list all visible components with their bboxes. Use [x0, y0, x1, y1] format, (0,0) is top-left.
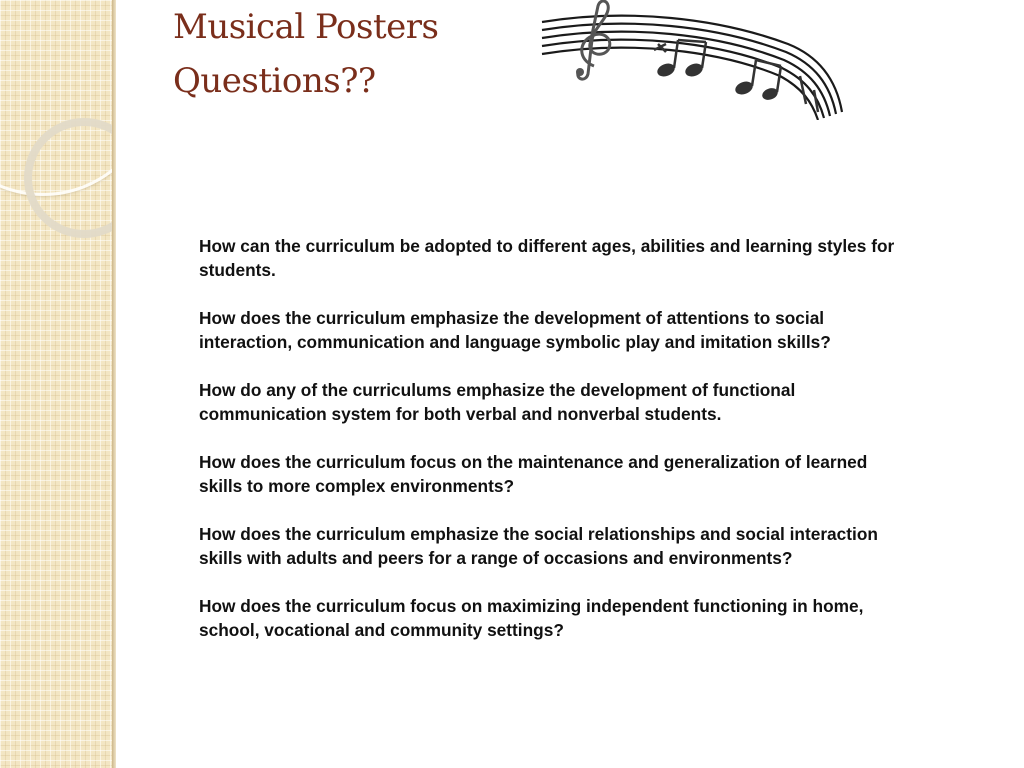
question-list: [199, 234, 899, 666]
side-band-edge: [112, 0, 116, 768]
question-item: How does the curriculum emphasize the social relationships and social interaction skills with adults and peers for a range of occasions and environments?: [199, 524, 878, 568]
slide-title-line-2: Questions??: [173, 61, 376, 101]
question-item: How does the curriculum emphasize the development of attentions to social interaction, communication and language symbolic play and imitation skills?: [199, 308, 831, 352]
slide-title: [173, 0, 438, 108]
question-item: How do any of the curriculums emphasize the development of functional communication system for both verbal and nonverbal students.: [199, 380, 796, 424]
music-staff-treble-clef-notes-icon: [538, 0, 848, 120]
question-item: How does the curriculum focus on the maintenance and generalization of learned skills to more complex environments?: [199, 452, 868, 496]
question-item: How can the curriculum be adopted to different ages, abilities and learning styles for students.: [199, 236, 895, 280]
decorative-side-band: [0, 0, 112, 768]
slide-title-line-1: Musical Posters: [173, 7, 439, 47]
question-item: How does the curriculum focus on maximizing independent functioning in home, school, vocational and community settings?: [199, 596, 864, 640]
